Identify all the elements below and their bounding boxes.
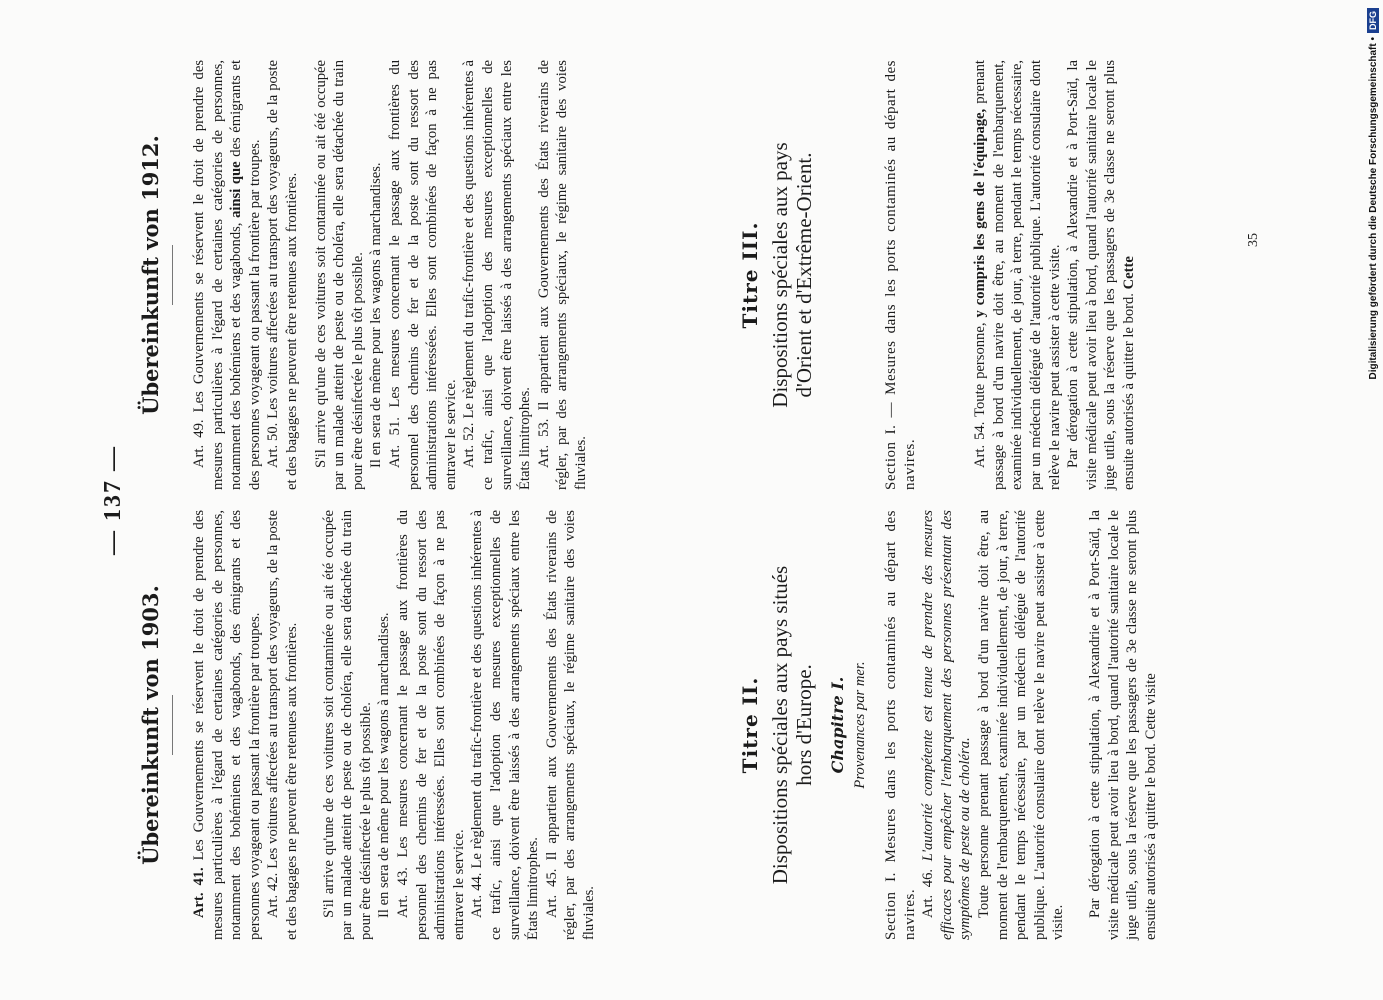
art44-text: Art. 44. Le règlement du trafic-frontière et des questions inhérentes à ce trafic, ainsi que l'adoption des mesures exceptionnelles de surveillance, doivent être laissés à des arrangements spéciaux entre les États limitrophes. xyxy=(469,510,542,940)
equipage-emphasis: y compris les gens de l'équipage, xyxy=(972,108,989,318)
art46-label: Art. 46. xyxy=(920,868,937,918)
left-heading-rule xyxy=(172,695,173,755)
left-column xyxy=(190,510,598,940)
art43-text: Art. 43. Les mesures concernant le passage aux frontières du personnel des chemins de fer et de la poste sont du ressort des administrations intéressées. Elles sont combinées de façon à ne pas entraver le service. xyxy=(394,510,467,940)
art54-text: prenant passage à bord d'un navire doit être, au moment de l'embarquement, examinée individuellement, de jour, à terre, pendant le temps nécessaire, par un médecin délégué de l'autorité publique. L'autorité consulaire dont relève le navire peut assister à cette visite. xyxy=(972,60,1063,490)
left-titre-subtitle: Dispositions spéciales aux pays situés hors d'Europe. xyxy=(768,565,816,885)
art41-text: Les Gouvernements se réservent le droit de prendre des mesures particulières à l'égard de certaines catégories de personnes, notamment des bohémiens et des vagabonds, des émigrants et des personnes voyageant ou passant la frontière par troupes. xyxy=(191,510,263,940)
right-section-heading: Section I. — Mesures dans les ports contaminés au départ des navires. xyxy=(883,60,918,490)
right-lower-column xyxy=(882,60,1139,490)
right-titre-subtitle: Dispositions spéciales aux pays d'Orient et d'Extrême-Orient. xyxy=(768,142,816,408)
art53-text: Art. 53. Il appartient aux Gouvernements des États riverains de régler, par des arrangements spéciaux, le régime sanitaire des voies fluviales. xyxy=(535,60,589,490)
right-column xyxy=(190,60,590,490)
art46-text: L'autorité compétente est tenue de prendre des mesures efficaces pour empêcher l'embarquement des personnes présentant des symptômes de peste ou de choléra. xyxy=(920,510,974,940)
art45-text: Art. 45. Il appartient aux Gouvernements des États riverains de régler, par des arrangements spéciaux, le régime sanitaire des voies fluviales. xyxy=(543,510,597,940)
art41-label: Art. 41. xyxy=(191,867,207,918)
page-number: — 137 — xyxy=(100,445,126,555)
provenances-subheading: Provenances par mer. xyxy=(852,661,868,789)
footer-page-number: 35 xyxy=(1246,233,1261,247)
art42-text: Art. 42. Les voitures affectées au transport des voyageurs, de la poste et des bagages ne peuvent être retenues aux frontières. xyxy=(265,510,300,940)
art54-start: Art. 54. Toute personne, xyxy=(972,322,989,468)
left-column-heading: Übereinkunft von 1903. xyxy=(138,585,163,865)
art49-end: des émigrants et des personnes voyageant ou passant la frontière par troupes. xyxy=(228,60,263,490)
wagons-paragraph: Il en sera de même pour les wagons à marchandises. xyxy=(376,612,393,918)
cette-word: Cette xyxy=(1120,256,1137,290)
left-lower-column xyxy=(882,510,1160,940)
art50-text: Art. 50. Les voitures affectées au transport des voyageurs, de la poste et des bagages ne peuvent être retenues aux frontières. xyxy=(265,60,300,490)
derogation-paragraph-1912: Par dérogation à cette stipulation, à Alexandrie et à Port-Saïd, la visite médicale peut avoir lieu à bord, quand l'autorité sanitaire locale le juge utile, sous la réserve que les passagers de 3e classe ne seront plus ensuite autorisés à quitter le bord. xyxy=(1065,60,1137,490)
left-titre: Titre II. xyxy=(738,676,762,774)
art51-text: Art. 51. Les mesures concernant le passage aux frontières du personnel des chemins de fer et de la poste sont du ressort des administrations intéressées. Elles sont combinées de façon à ne pas entraver le service. xyxy=(386,60,459,490)
right-heading-rule xyxy=(172,245,173,305)
cholera-paragraph: S'il arrive qu'une de ces voitures soit contaminée ou ait été occupée par un malade atteint de peste ou de choléra, elle sera détachée du train pour être désinfectée le plus tôt possible. xyxy=(320,510,374,940)
art49-text: Art. 49. Les Gouvernements se réservent le droit de prendre des mesures particulières à l'égard de certaines catégories de personnes, notamment des bohémiens et des vagabonds, xyxy=(191,60,245,490)
personne-paragraph: Toute personne prenant passage à bord d'un navire doit être, au moment de l'embarquement, examinée individuellement, de jour, à terre, pendant le temps nécessaire, par un médecin délégué de l'autorité publique. L'autorité consulaire dont relève le navire peut assister à cette visite. xyxy=(975,510,1067,940)
left-section-heading: Section I. Mesures dans les ports contaminés au départ des navires. xyxy=(883,510,918,940)
cholera-paragraph-1912: S'il arrive qu'une de ces voitures soit contaminée ou ait été occupée par un malade atteint de peste ou de choléra, elle sera détachée du train pour être désinfectée le plus tôt possible. xyxy=(312,60,366,490)
derogation-paragraph: Par dérogation à cette stipulation, à Alexandrie et à Port-Saïd, la visite médicale peut avoir lieu à bord, quand l'autorité sanitaire locale le juge utile, sous la réserve que les passagers de 3e classe ne seront plus ensuite autorisés à quitter le bord. Cette visite xyxy=(1086,510,1159,940)
dfg-logo: DFG xyxy=(1367,8,1379,33)
ainsi-que-emphasis: ainsi que xyxy=(228,161,245,218)
right-titre: Titre III. xyxy=(738,221,762,329)
digitization-notice-text: Digitalisierung gefördert durch die Deutsche Forschungsgemeinschaft • xyxy=(1368,37,1379,380)
right-column-heading: Übereinkunft von 1912. xyxy=(138,135,163,415)
chapitre-heading: Chapitre I. xyxy=(828,676,847,774)
art52-text: Art. 52. Le règlement du trafic-frontière et des questions inhérentes à ce trafic, ainsi que l'adoption des mesures exceptionnelles de surveillance, doivent être laissés à des arrangements spéciaux entre les États limitrophes. xyxy=(461,60,534,490)
wagons-paragraph-1912: Il en sera de même pour les wagons à marchandises. xyxy=(368,162,385,468)
digitization-notice xyxy=(1367,8,1379,992)
